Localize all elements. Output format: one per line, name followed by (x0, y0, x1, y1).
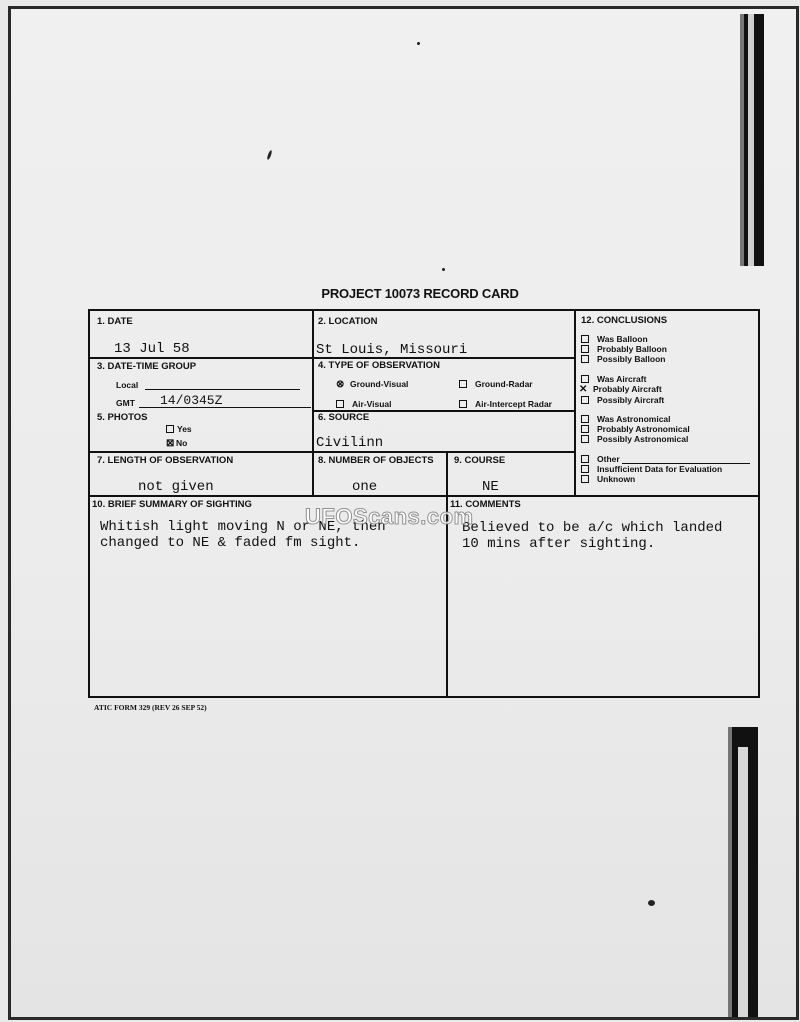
gmt-value: 14/0345Z (160, 393, 223, 408)
conclusions-balloon-group: Was Balloon Probably Balloon Possibly Balloon (581, 334, 667, 364)
watermark-logo: UFOScans.com (305, 504, 474, 529)
conclusions-aircraft-group: Was Aircraft ✕ Probably Aircraft Possibly Aircraft (579, 374, 665, 405)
length-value: not given (138, 479, 214, 495)
speck (417, 42, 420, 45)
photos-no: ⊠ No (166, 438, 188, 449)
gmt-label: GMT (116, 398, 135, 408)
speck (648, 900, 655, 906)
comments-line-1: Believed to be a/c which landed (462, 520, 723, 536)
conclusions-other-group: Other Insufficient Data for Evaluation Unknown (581, 454, 750, 484)
summary-line-2: changed to NE & faded fm sight. (100, 535, 361, 551)
location-value: St Louis, Missouri (316, 342, 468, 358)
date-time-group-label: 3. DATE-TIME GROUP (97, 361, 197, 372)
scan-edge-mark (728, 727, 758, 1017)
option-air-visual: Air-Visual (336, 399, 392, 409)
photos-yes: Yes (166, 424, 192, 434)
date-label: 1. DATE (97, 316, 133, 327)
date-value: 13 Jul 58 (114, 341, 190, 357)
option-air-intercept-radar: Air-Intercept Radar (459, 399, 552, 409)
local-row (116, 380, 300, 390)
source-value: Civilinn (316, 435, 384, 451)
option-ground-visual: ⊗ Ground-Visual (336, 379, 409, 390)
conclusions-label: 12. CONCLUSIONS (581, 315, 668, 326)
observation-type-label: 4. TYPE OF OBSERVATION (318, 360, 440, 371)
conclusions-astronomical-group: Was Astronomical Probably Astronomical Possibly Astronomical (581, 414, 690, 444)
summary-label: 10. BRIEF SUMMARY OF SIGHTING (92, 499, 252, 510)
card-title: PROJECT 10073 RECORD CARD (321, 286, 519, 301)
course-value: NE (482, 479, 499, 495)
course-label: 9. COURSE (454, 455, 506, 466)
summary-line-1: Whitish light moving N or NE, then (100, 519, 386, 535)
location-label: 2. LOCATION (318, 316, 378, 327)
comments-label: 11. COMMENTS (450, 499, 521, 510)
local-label: Local (116, 380, 139, 390)
number-value: one (352, 479, 378, 495)
option-ground-radar: Ground-Radar (459, 379, 533, 389)
photos-label: 5. PHOTOS (97, 412, 148, 423)
scan-edge-mark (740, 14, 764, 266)
source-label: 6. SOURCE (318, 412, 370, 423)
number-label: 8. NUMBER OF OBJECTS (318, 455, 434, 466)
speck (442, 268, 445, 271)
comments-line-2: 10 mins after sighting. (462, 536, 656, 552)
length-label: 7. LENGTH OF OBSERVATION (97, 455, 234, 466)
form-footer: ATIC FORM 329 (REV 26 SEP 52) (94, 703, 207, 712)
